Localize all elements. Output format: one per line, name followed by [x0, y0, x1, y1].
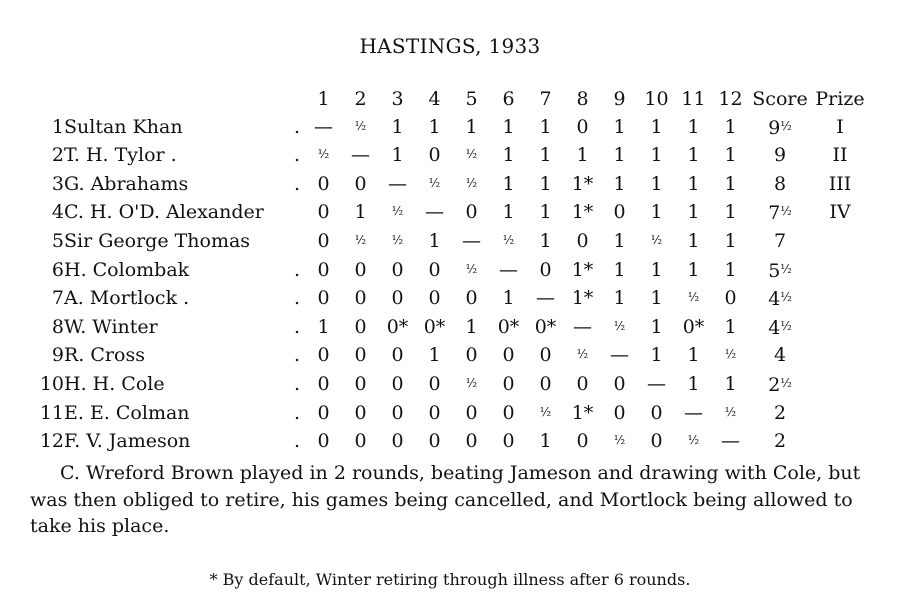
notes — [30, 460, 875, 540]
result-cell: 0 — [391, 430, 404, 453]
col-header: 4 — [428, 88, 441, 110]
player-rank: 10 — [39, 373, 64, 396]
result-cell: ½ — [687, 290, 700, 305]
result-cell: 1 — [539, 172, 552, 195]
result-cell: 0 — [354, 172, 367, 195]
result-cell: 0* — [423, 315, 446, 338]
col-header: 11 — [681, 88, 706, 110]
result-cell: 0 — [354, 258, 367, 281]
result-cell: 1 — [465, 315, 478, 338]
col-header: 3 — [391, 88, 404, 110]
player-prize — [811, 256, 869, 285]
result-cell: 0 — [613, 373, 626, 396]
result-cell: 1 — [539, 229, 552, 252]
player-name: G. Abrahams — [64, 172, 189, 195]
result-cell: 0 — [391, 287, 404, 310]
result-cell: 1 — [724, 172, 737, 195]
result-cell: 0 — [391, 401, 404, 424]
result-cell: — — [314, 115, 333, 138]
result-cell: 0 — [391, 373, 404, 396]
result-cell: 0 — [317, 258, 330, 281]
player-prize — [811, 227, 869, 256]
player-rank: 7 — [51, 287, 64, 310]
player-name: W. Winter — [64, 315, 158, 338]
result-cell: ½ — [354, 232, 367, 247]
result-cell: 0 — [539, 344, 552, 367]
result-cell: — — [499, 258, 518, 281]
leader-dot — [289, 198, 305, 227]
table-row — [30, 427, 869, 456]
player-score: 2 — [773, 401, 787, 424]
leader-dot: . — [293, 258, 301, 281]
result-cell: 1 — [539, 115, 552, 138]
prize-header: Prize — [815, 88, 865, 110]
result-cell: 1 — [724, 373, 737, 396]
result-cell: 1 — [687, 201, 700, 224]
result-cell: 0 — [465, 201, 478, 224]
leader-dot: . — [293, 115, 301, 138]
player-rank: 9 — [51, 344, 64, 367]
player-rank: 12 — [39, 430, 64, 453]
result-cell: 0 — [576, 430, 589, 453]
result-cell: 1 — [613, 258, 626, 281]
result-cell: 1 — [502, 115, 515, 138]
result-cell: 1 — [724, 115, 737, 138]
result-cell: 0 — [576, 229, 589, 252]
result-cell: — — [610, 344, 629, 367]
footnote: * By default, Winter retiring through illness after 6 rounds. — [209, 570, 691, 589]
result-cell: ½ — [613, 318, 626, 333]
result-cell: 1 — [428, 229, 441, 252]
result-cell: 1 — [724, 258, 737, 281]
result-cell: 1 — [650, 144, 663, 167]
result-cell: ½ — [391, 232, 404, 247]
leader-dot: . — [293, 373, 301, 396]
table-row — [30, 227, 869, 256]
player-prize: III — [828, 172, 852, 195]
player-prize — [811, 313, 869, 342]
table-row — [30, 399, 869, 428]
page-title: HASTINGS, 1933 — [359, 34, 541, 58]
result-cell: 1 — [391, 144, 404, 167]
result-cell: 0 — [428, 430, 441, 453]
col-header: 2 — [354, 88, 367, 110]
result-cell: ½ — [465, 147, 478, 162]
result-cell: ½ — [576, 347, 589, 362]
result-cell: 1 — [687, 144, 700, 167]
result-cell: ½ — [391, 204, 404, 219]
result-cell: 0 — [317, 201, 330, 224]
result-cell: 0 — [428, 401, 441, 424]
result-cell: 0 — [502, 373, 515, 396]
result-cell: 0 — [465, 287, 478, 310]
result-cell: 0* — [534, 315, 557, 338]
result-cell: ½ — [613, 433, 626, 448]
result-cell: 0 — [354, 373, 367, 396]
result-cell: ½ — [687, 433, 700, 448]
result-cell: 1 — [650, 315, 663, 338]
score-header: Score — [752, 88, 808, 110]
result-cell: 1 — [317, 315, 330, 338]
result-cell: 1 — [687, 373, 700, 396]
table-row — [30, 313, 869, 342]
table-row — [30, 113, 869, 142]
result-cell: 1 — [539, 430, 552, 453]
col-header: 7 — [539, 88, 552, 110]
result-cell: 1 — [724, 229, 737, 252]
result-cell: 0 — [465, 430, 478, 453]
result-cell: 0 — [354, 344, 367, 367]
result-cell: — — [351, 144, 370, 167]
table-row — [30, 284, 869, 313]
player-rank: 1 — [51, 115, 64, 138]
result-cell: 1 — [428, 115, 441, 138]
player-name: Sir George Thomas — [64, 229, 251, 252]
col-header: 6 — [502, 88, 515, 110]
result-cell: 0 — [317, 401, 330, 424]
result-cell: 0 — [317, 430, 330, 453]
player-name: Sultan Khan — [64, 115, 183, 138]
result-cell: 1 — [613, 229, 626, 252]
leader-dot: . — [293, 344, 301, 367]
result-cell: 0 — [502, 344, 515, 367]
result-cell: 0 — [724, 287, 737, 310]
result-cell: 1 — [650, 344, 663, 367]
col-header: 10 — [644, 88, 669, 110]
result-cell: 0* — [497, 315, 520, 338]
col-header: 12 — [718, 88, 743, 110]
result-cell: — — [647, 373, 666, 396]
player-name: R. Cross — [64, 344, 145, 367]
player-name: A. Mortlock . — [64, 287, 190, 310]
result-cell: 1 — [687, 344, 700, 367]
player-name: E. E. Colman — [64, 401, 190, 424]
result-cell: — — [573, 315, 592, 338]
result-cell: 0 — [502, 430, 515, 453]
result-cell: 1 — [650, 201, 663, 224]
result-cell: 1* — [571, 172, 594, 195]
result-cell: 1* — [571, 401, 594, 424]
result-cell: 0 — [317, 344, 330, 367]
player-prize — [811, 427, 869, 456]
player-name: H. Colombak — [64, 258, 190, 281]
result-cell: ½ — [465, 175, 478, 190]
result-cell: 0 — [428, 144, 441, 167]
result-cell: 0 — [576, 115, 589, 138]
leader-dot: . — [293, 430, 301, 453]
player-score: 7 — [773, 229, 787, 252]
result-cell: — — [536, 287, 555, 310]
result-cell: ½ — [465, 375, 478, 390]
player-name: C. H. O'D. Alexander — [64, 201, 264, 224]
result-cell: 0 — [465, 344, 478, 367]
player-score: 2 — [773, 430, 787, 453]
result-cell: 1 — [502, 144, 515, 167]
player-score: $4^{\frac{1}{2}}$ — [768, 316, 792, 339]
result-cell: 1 — [613, 115, 626, 138]
player-name: T. H. Tylor . — [64, 144, 177, 167]
result-cell: 1 — [391, 115, 404, 138]
result-cell: 1* — [571, 258, 594, 281]
player-prize — [811, 284, 869, 313]
result-cell: ½ — [354, 118, 367, 133]
player-score: $9^{\frac{1}{2}}$ — [768, 116, 792, 139]
table-row — [30, 370, 869, 399]
result-cell: 1 — [650, 287, 663, 310]
player-prize — [811, 370, 869, 399]
result-cell: 0 — [428, 258, 441, 281]
player-score: $2^{\frac{1}{2}}$ — [768, 374, 792, 397]
result-cell: 0 — [428, 373, 441, 396]
result-cell: 1 — [724, 144, 737, 167]
result-cell: ½ — [428, 175, 441, 190]
player-rank: 6 — [51, 258, 64, 281]
result-cell: 0 — [650, 401, 663, 424]
table-row — [30, 198, 869, 227]
leader-dot: . — [293, 144, 301, 167]
player-rank: 8 — [51, 315, 64, 338]
player-rank: 5 — [51, 229, 64, 252]
col-header: 5 — [465, 88, 478, 110]
result-cell: ½ — [539, 404, 552, 419]
result-cell: 0 — [391, 344, 404, 367]
player-prize: IV — [829, 201, 851, 224]
result-cell: 1 — [724, 315, 737, 338]
col-header: 1 — [317, 88, 330, 110]
result-cell: 1 — [502, 172, 515, 195]
leader-dot: . — [293, 172, 301, 195]
result-cell: 1* — [571, 201, 594, 224]
result-cell: 1 — [576, 144, 589, 167]
result-cell: 1* — [571, 287, 594, 310]
player-rank: 11 — [39, 401, 64, 424]
player-score: 4 — [773, 344, 787, 367]
result-cell: 1 — [502, 201, 515, 224]
player-name: H. H. Cole — [64, 373, 165, 396]
retirement-note: C. Wreford Brown played in 2 rounds, beating Jameson and drawing with Cole, but was then obliged to retire, his games being cancelled, and Mortlock being allowed to take his place. — [30, 462, 861, 537]
result-cell: 1 — [539, 201, 552, 224]
result-cell: 1 — [539, 144, 552, 167]
player-score: $4^{\frac{1}{2}}$ — [768, 288, 792, 311]
result-cell: 0 — [354, 401, 367, 424]
result-cell: 0 — [613, 401, 626, 424]
result-cell: 1 — [354, 201, 367, 224]
leader-dot — [289, 227, 305, 256]
player-score: 9 — [773, 144, 787, 167]
result-cell: 0 — [391, 258, 404, 281]
result-cell: 0* — [386, 315, 409, 338]
leader-dot: . — [293, 401, 301, 424]
result-cell: ½ — [724, 404, 737, 419]
result-cell: 1 — [687, 258, 700, 281]
result-cell: 0 — [317, 287, 330, 310]
result-cell: — — [462, 229, 481, 252]
player-score: $7^{\frac{1}{2}}$ — [768, 202, 792, 225]
result-cell: 0 — [317, 229, 330, 252]
player-prize: II — [832, 144, 848, 167]
result-cell: 0 — [428, 287, 441, 310]
table-row — [30, 141, 869, 170]
col-header: 9 — [613, 88, 626, 110]
result-cell: — — [684, 401, 703, 424]
result-cell: ½ — [317, 147, 330, 162]
result-cell: 1 — [650, 115, 663, 138]
result-cell: 1 — [613, 144, 626, 167]
result-cell: — — [425, 201, 444, 224]
result-cell: 1 — [724, 201, 737, 224]
result-cell: 0 — [465, 401, 478, 424]
result-cell: 0 — [354, 287, 367, 310]
leader-dot: . — [293, 315, 301, 338]
result-cell: — — [388, 172, 407, 195]
result-cell: 0* — [682, 315, 705, 338]
crosstable — [30, 86, 869, 456]
player-rank: 2 — [51, 144, 64, 167]
table-row — [30, 170, 869, 199]
player-name: F. V. Jameson — [64, 430, 191, 453]
result-cell: 0 — [317, 373, 330, 396]
result-cell: 0 — [539, 373, 552, 396]
table-row — [30, 341, 869, 370]
result-cell: ½ — [650, 232, 663, 247]
result-cell: 0 — [354, 315, 367, 338]
result-cell: 1 — [428, 344, 441, 367]
result-cell: 1 — [650, 172, 663, 195]
result-cell: 1 — [687, 172, 700, 195]
result-cell: 0 — [650, 430, 663, 453]
result-cell: ½ — [724, 347, 737, 362]
result-cell: ½ — [502, 232, 515, 247]
result-cell: — — [721, 430, 740, 453]
table-row — [30, 256, 869, 285]
result-cell: 1 — [613, 287, 626, 310]
player-score: 8 — [773, 172, 787, 195]
player-rank: 4 — [51, 201, 64, 224]
player-prize — [811, 399, 869, 428]
player-score: $5^{\frac{1}{2}}$ — [768, 259, 792, 282]
result-cell: 1 — [687, 115, 700, 138]
result-cell: 1 — [613, 172, 626, 195]
col-header: 8 — [576, 88, 589, 110]
player-rank: 3 — [51, 172, 64, 195]
result-cell: 1 — [465, 115, 478, 138]
result-cell: ½ — [465, 261, 478, 276]
result-cell: 0 — [502, 401, 515, 424]
result-cell: 1 — [650, 258, 663, 281]
result-cell: 0 — [576, 373, 589, 396]
header-row — [30, 86, 869, 113]
result-cell: 1 — [502, 287, 515, 310]
leader-dot: . — [293, 287, 301, 310]
player-prize — [811, 341, 869, 370]
result-cell: 0 — [354, 430, 367, 453]
result-cell: 0 — [539, 258, 552, 281]
result-cell: 1 — [687, 229, 700, 252]
player-prize: I — [836, 115, 844, 138]
result-cell: 0 — [317, 172, 330, 195]
result-cell: 0 — [613, 201, 626, 224]
